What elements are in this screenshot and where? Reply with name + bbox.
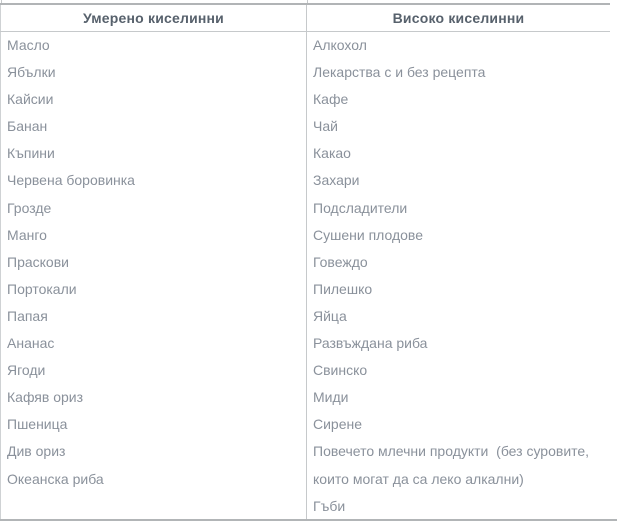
food-item: Развъждана риба xyxy=(313,335,428,352)
food-item: Папая xyxy=(7,307,48,324)
food-item: Сушени плодове xyxy=(313,226,423,243)
food-item: Праскови xyxy=(7,253,69,270)
column-header-highly-acidic: Високо киселинни xyxy=(392,10,525,26)
food-item: Ананас xyxy=(7,335,55,352)
acidity-table xyxy=(0,3,610,520)
food-item: Ягоди xyxy=(7,362,46,379)
food-item: Подсладители xyxy=(313,199,408,216)
food-item: Банан xyxy=(7,118,48,135)
food-item: Лекарства с и без рецепта xyxy=(313,64,486,81)
food-item: Кафяв ориз xyxy=(7,389,84,406)
column-highly-acidic-items xyxy=(307,32,610,520)
table-bottom-border xyxy=(0,519,617,521)
food-item: Какао xyxy=(313,145,351,162)
food-item: Свинско xyxy=(313,362,368,379)
food-item: Миди xyxy=(313,389,349,406)
food-item: Чай xyxy=(313,118,338,135)
food-item: Ябълки xyxy=(7,64,56,81)
food-item: Кайсии xyxy=(7,91,54,108)
food-item: Пилешко xyxy=(313,280,373,297)
column-header-moderately-acidic: Умерено киселинни xyxy=(0,5,307,31)
table-header-row xyxy=(0,5,610,32)
food-item: Пшеница xyxy=(7,416,68,433)
food-item: Грозде xyxy=(7,199,52,216)
food-item: Океанска риба xyxy=(7,470,104,487)
column-moderately-acidic-items xyxy=(0,32,307,520)
food-item: Повечето млечни продукти (без суровите, които могат да са леко алкални) xyxy=(313,443,593,487)
food-item: Яйца xyxy=(313,307,347,324)
food-item: Портокали xyxy=(7,280,77,297)
table-body-row xyxy=(0,32,610,520)
food-item: Говеждо xyxy=(313,253,368,270)
food-item: Червена боровинка xyxy=(7,172,135,189)
food-item: Див ориз xyxy=(7,443,66,460)
food-item: Кафе xyxy=(313,91,349,108)
food-item: Сирене xyxy=(313,416,363,433)
food-item: Масло xyxy=(7,37,50,53)
food-item: Захари xyxy=(313,172,360,189)
food-item: Гъби xyxy=(313,497,346,514)
food-item: Къпини xyxy=(7,145,55,162)
food-item: Алкохол xyxy=(313,37,367,53)
food-item: Манго xyxy=(7,226,47,243)
